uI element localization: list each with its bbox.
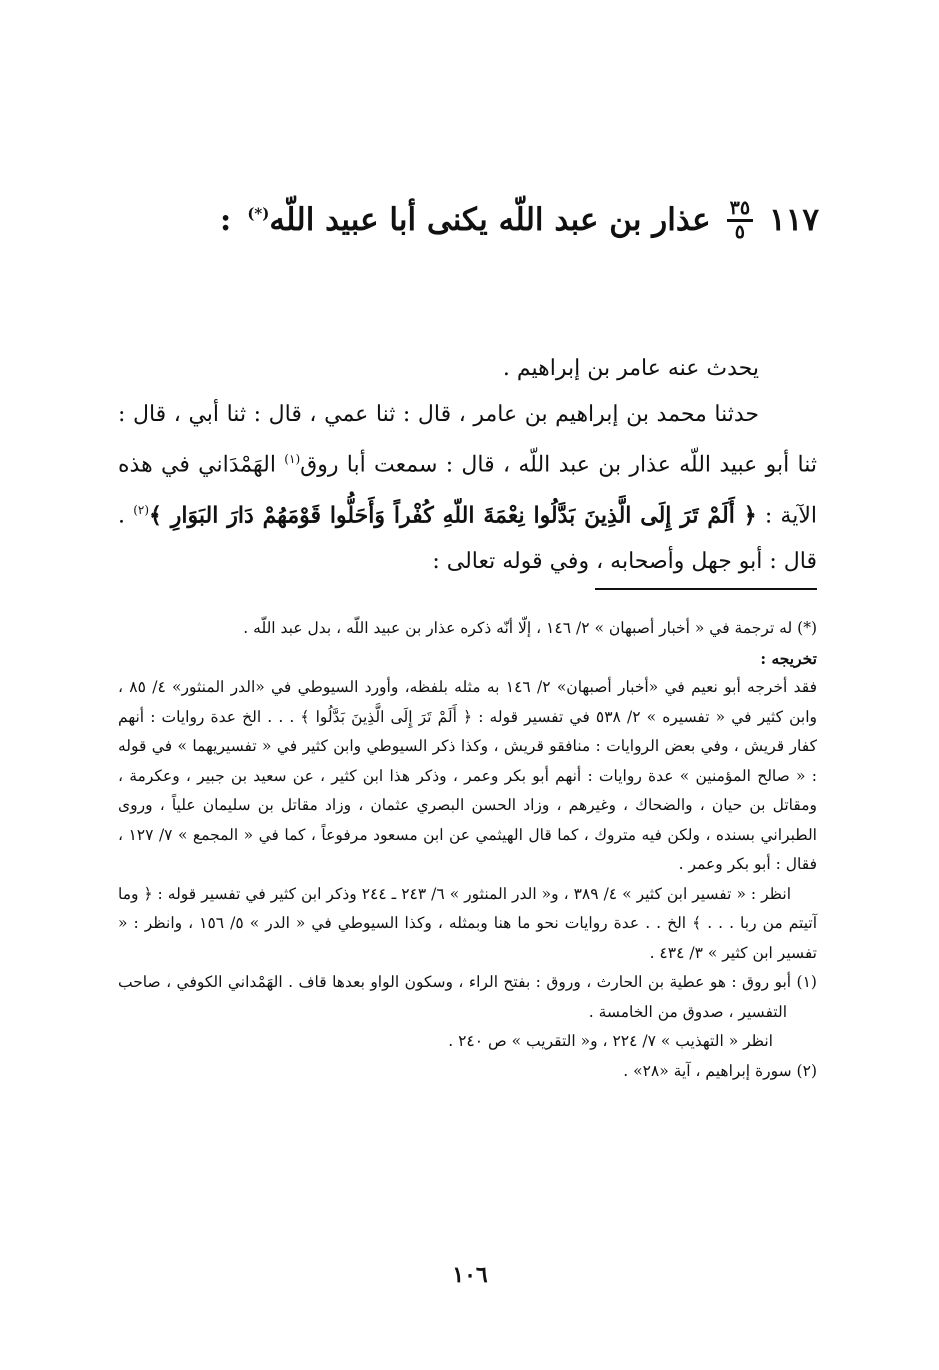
takhrij-paragraph-1: فقد أخرجه أبو نعيم في «أخبار أصبهان» ٢/ ١٤٦ به مثله بلفظه، وأورد السيوطي في «الدر المنثور» ٤/ ٨٥ ، وابن كثير في « تفسيره » ٢/ ٥٣٨ في تفسير قوله : ﴿ أَلَمْ تَرَ إِلَى الَّذِينَ بَدَّلُوا ﴾ . . . الخ عدة روايات : أنهم كفار قريش ، وفي بعض الروايات : منافقو قريش ، وكذا ذكر السيوطي وابن كثير في « تفسيريهما » في قوله : « صالح المؤمنين » عدة روايات : أنهم أبو بكر وعمر ، وذكر هذا ابن كثير ، عن سعيد بن جبير ، وعكرمة ، ومقاتل بن حيان ، والضحاك ، وغيرهم ، وزاد الحسن البصري عثمان ، وزاد مقاتل بن سليمان علياً ، وروى الطبراني بسنده ، ولكن فيه متروك ، كما قال الهيثمي عن ابن مسعود مرفوعاً ، كما في « المجمع » ٧/ ١٢٧ ، فقال : أبو بكر وعمر . (118, 678, 818, 873)
footnote-1-number: (١) (796, 973, 817, 991)
fraction-denominator: ٥ (734, 220, 745, 243)
takhrij-paragraph-2: انظر : « تفسير ابن كثير » ٤/ ٣٨٩ ، و« الدر المنثور » ٦/ ٢٤٣ ـ ٢٤٤ وذكر ابن كثير في تفسير قوله : ﴿ وما آتيتم من ربا . . . ﴾ الخ . . عدة روايات نحو ما هنا وبمثله ، وكذا السيوطي في « الدر » ٥/ ١٥٦ ، وانظر : « تفسير ابن كثير » ٣/ ٤٣٤ . (118, 884, 817, 962)
isnad-paragraph (118, 392, 817, 585)
entry-number: ١١٧ (769, 202, 819, 238)
main-text (118, 346, 817, 584)
footnote-1 (118, 968, 817, 1027)
footnote-2-number: (٢) (796, 1061, 817, 1080)
fraction-numerator: ٣٥ (727, 199, 753, 222)
page-number: ١٠٦ (452, 1262, 488, 1288)
entry-title-text: عذار بن عبد اللّه يكنى أبا عبيد اللّه (269, 202, 711, 238)
star-footnote: (*) له ترجمة في « أخبار أصبهان » ٢/ ١٤٦ ، إلّا أنّه ذكره عذار بن عبيد اللّه ، بدل عبد اللّه . (243, 619, 817, 637)
entry-title (247, 202, 710, 238)
footnote-1-reference: انظر « التهذيب » ٧/ ٢٢٤ ، و« التقريب » ص ٢٤٠ . (448, 1032, 773, 1050)
isnad-text: حدثنا محمد بن إبراهيم بن عامر ، قال : ثنا عمي ، قال : ثنا أبي ، قال : ثنا أبو عبيد اللّه عذار بن عبد اللّه ، قال : سمعت أبا روق (118, 401, 818, 478)
takhrij-heading: تخريجه : (760, 648, 817, 668)
entry-heading (200, 190, 819, 250)
footnote-marker-1: (١) (284, 452, 301, 466)
footnote-divider (595, 588, 817, 590)
footnote-1-text: أبو روق : هو عطية بن الحارث ، وروق : بفتح الراء ، وسكون الواو بعدها قاف . الهَمْداني الكوفي ، صاحب التفسير ، صدوق من الخامسة . (118, 973, 792, 1021)
footnote-2-text: سورة إبراهيم ، آية «٢٨» . (623, 1061, 792, 1080)
footnote-2 (118, 1057, 817, 1087)
narration-line: يحدث عنه عامر بن إبراهيم . (502, 356, 759, 381)
isnad-continuation: الهَمْدَاني في هذه الآية : (118, 452, 817, 529)
heading-colon: : (219, 202, 232, 238)
entry-fraction (727, 196, 753, 243)
footnote-marker-2: (٢) (133, 502, 150, 517)
quran-verse: ﴿ أَلَمْ تَرَ إِلَى الَّذِينَ بَدَّلُوا نِعْمَةَ اللّهِ كُفْراً وَأَحَلُّوا قَوْمَهُمْ دَارَ البَوَارِ ﴾ (149, 502, 757, 529)
star-note-marker: (*) (247, 204, 270, 223)
footnotes (118, 614, 817, 1086)
commentary-text: . قال : أبو جهل وأصحابه ، وفي قوله تعالى : (118, 503, 817, 574)
